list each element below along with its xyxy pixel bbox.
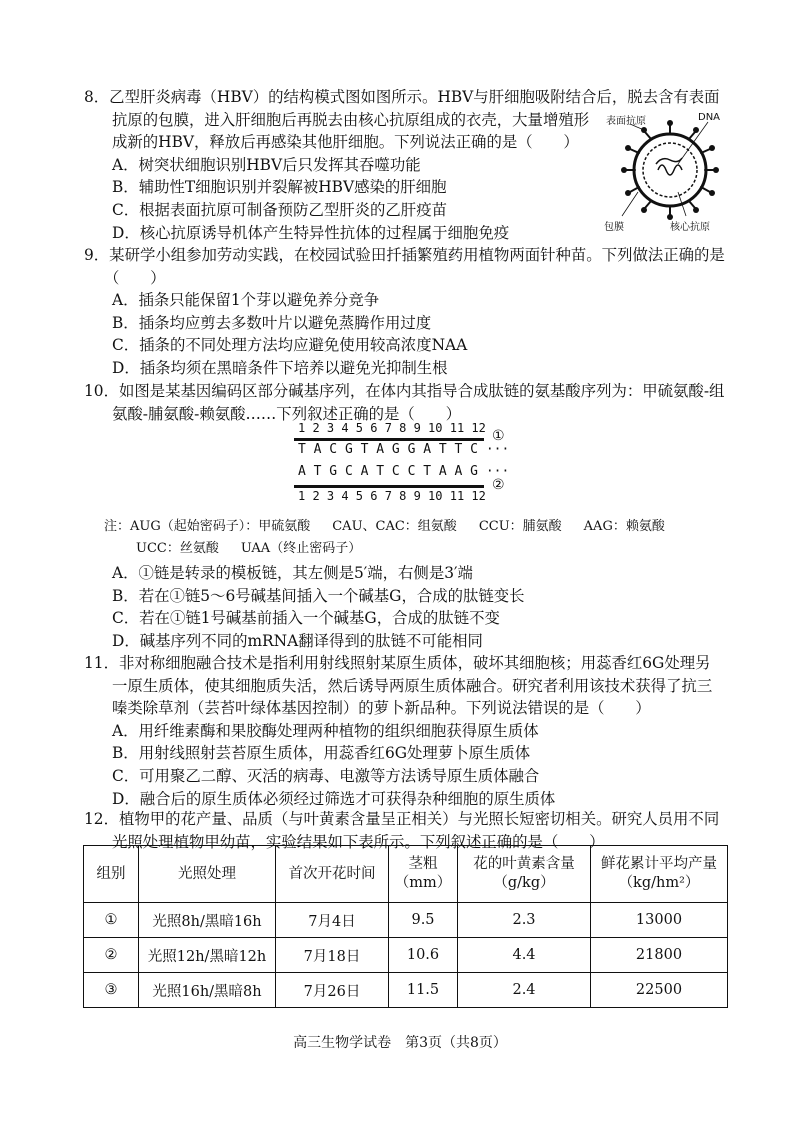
- question-10: [84, 380, 724, 425]
- label-core-antigen: 核心抗原: [670, 222, 710, 233]
- header-stem-diameter: 茎粗 （mm）: [389, 846, 458, 903]
- q10-option-a: A．①链是转录的模板链，其左侧是5′端，右侧是3′端: [112, 564, 473, 582]
- q10-stem-line-2: 氨酸-脯氨酸-赖氨酸……下列叙述正确的是（ ）: [112, 404, 461, 423]
- header-light-treatment: 光照处理: [139, 846, 276, 903]
- q10-option-b: B．若在①链5～6号碱基间插入一个碱基G，合成的肽链变长: [112, 586, 525, 605]
- q8-stem-line-3: 成新的HBV，释放后再感染其他肝细胞。下列说法正确的是（ ）: [112, 133, 579, 152]
- codon-aug: 注：AUG（起始密码子）：甲硫氨酸: [104, 519, 311, 534]
- codon-lys: AAG：赖氨酸: [583, 519, 665, 534]
- header-group: 组别: [84, 846, 139, 903]
- label-dna: DNA: [698, 112, 721, 123]
- q8-option-b: B．辅助性T细胞识别并裂解被HBV感染的肝细胞: [112, 178, 447, 197]
- q9-option-b: B．插条均应剪去多数叶片以避免蒸腾作用过度: [112, 313, 432, 332]
- cell-light: 光照8h/黑暗16h: [139, 903, 276, 938]
- table-header-row: [84, 846, 728, 903]
- results-table: [83, 845, 728, 1008]
- question-11: [84, 652, 724, 810]
- strand-2-numbers: 1 2 3 4 5 6 7 8 9 10 11 12: [298, 489, 486, 503]
- q12-stem-line-2: 光照处理植物甲幼苗，实验结果如下表所示。下列叙述正确的是（ ）: [112, 832, 605, 851]
- cell-stem: 9.5: [389, 903, 458, 938]
- question-10-options: [84, 562, 724, 652]
- cell-flowering: 7月18日: [276, 938, 389, 973]
- page-footer: 高三生物学试卷 第3页（共8页）: [293, 1035, 507, 1051]
- label-envelope: 包膜: [604, 222, 624, 233]
- cell-yield: 21800: [591, 938, 728, 973]
- cell-lutein: 2.4: [458, 973, 591, 1008]
- codon-note: [104, 516, 724, 560]
- header-lutein-content: 花的叶黄素含量 （g/kg）: [458, 846, 591, 903]
- q11-stem-line-3: 嗪类除草剂（芸苔叶绿体基因控制）的萝卜新品种。下列说法错误的是（ ）: [112, 699, 651, 718]
- cell-group: ①: [84, 903, 139, 938]
- cell-lutein: 2.3: [458, 903, 591, 938]
- dna-strand-figure: [294, 421, 544, 503]
- question-9: [84, 244, 724, 380]
- q9-option-c: C．插条的不同处理方法均应避免使用较高浓度NAA: [112, 336, 468, 355]
- table-row: [84, 973, 728, 1008]
- q8-option-c: C．根据表面抗原可制备预防乙型肝炎的乙肝疫苗: [112, 200, 447, 219]
- hbv-virus-diagram: [600, 108, 740, 233]
- strand-1-label: ①: [492, 428, 505, 444]
- cell-flowering: 7月26日: [276, 973, 389, 1008]
- q11-option-d: D．融合后的原生质体必须经过筛选才可获得杂种细胞的原生质体: [112, 789, 556, 808]
- table-row: [84, 938, 728, 973]
- header-flower-yield: 鲜花累计平均产量 （kg/hm²）: [591, 846, 728, 903]
- q8-option-d: D．核心抗原诱导机体产生特异性抗体的过程属于细胞免疫: [112, 223, 510, 242]
- cell-flowering: 7月4日: [276, 903, 389, 938]
- q8-option-a: A．树突状细胞识别HBV后只发挥其吞噬功能: [112, 155, 421, 174]
- cell-light: 光照16h/黑暗8h: [139, 973, 276, 1008]
- codon-pro: CCU：脯氨酸: [478, 519, 562, 534]
- q12-stem-line-1: 12．植物甲的花产量、品质（与叶黄素含量呈正相关）与光照长短密切相关。研究人员用不同: [84, 810, 720, 828]
- q8-stem-line-2: 抗原的包膜，进入肝细胞后再脱去由核心抗原组成的衣壳，大量增殖形: [112, 110, 590, 129]
- q10-option-c: C．若在①链1号碱基前插入一个碱基G，合成的肽链不变: [112, 609, 500, 628]
- strand-1-numbers: 1 2 3 4 5 6 7 8 9 10 11 12: [298, 421, 486, 435]
- strand-1-sequence: T A C G T A G G A T T C ···: [298, 442, 510, 457]
- cell-light: 光照12h/黑暗12h: [139, 938, 276, 973]
- cell-stem: 10.6: [389, 938, 458, 973]
- table-row: [84, 903, 728, 938]
- codon-note-line-1: [104, 516, 724, 538]
- q11-option-c: C．可用聚乙二醇、灭活的病毒、电激等方法诱导原生质体融合: [112, 766, 540, 785]
- cell-lutein: 4.4: [458, 938, 591, 973]
- q11-stem-line-2: 一原生质体，使其细胞质失活，然后诱导两原生质体融合。研究者利用该技术获得了抗三: [112, 676, 713, 695]
- cell-yield: 22500: [591, 973, 728, 1008]
- q9-stem-line-1: 9．某研学小组参加劳动实践，在校园试验田扦插繁殖药用植物两面针种苗。下列做法正确的是: [84, 246, 725, 264]
- q11-option-b: B．用射线照射芸苔原生质体，用蕊香红6G处理萝卜原生质体: [112, 744, 531, 763]
- cell-group: ②: [84, 938, 139, 973]
- cell-yield: 13000: [591, 903, 728, 938]
- strand-2-line: [294, 485, 484, 488]
- q10-option-d: D．碱基序列不同的mRNA翻译得到的肽链不可能相同: [112, 631, 483, 650]
- q9-option-a: A．插条只能保留1个芽以避免养分竞争: [112, 291, 380, 310]
- q9-option-d: D．插条均须在黑暗条件下培养以避免光抑制生根: [112, 358, 448, 377]
- q11-stem-line-1: 11．非对称细胞融合技术是指利用射线照射某原生质体，破坏其细胞核；用蕊香红6G处理另: [84, 654, 711, 672]
- strand-2-label: ②: [492, 477, 505, 493]
- hbv-structure-figure: [600, 108, 740, 233]
- cell-group: ③: [84, 973, 139, 1008]
- cell-stem: 11.5: [389, 973, 458, 1008]
- label-surface-antigen: 表面抗原: [606, 116, 646, 127]
- strand-2-sequence: A T G C A T C C T A A G ···: [298, 464, 510, 479]
- codon-note-line-2: [104, 538, 724, 560]
- q8-stem-line-1: 8．乙型肝炎病毒（HBV）的结构模式图如图所示。HBV与肝细胞吸附结合后，脱去含有表面: [84, 88, 720, 106]
- header-first-flowering: 首次开花时间: [276, 846, 389, 903]
- strand-1-line: [294, 438, 484, 441]
- q10-stem-line-1: 10．如图是某基因编码区部分碱基序列，在体内其指导合成肽链的氨基酸序列为：甲硫氨酸-组: [84, 382, 725, 400]
- codon-his: CAU、CAC：组氨酸: [332, 519, 457, 534]
- q11-option-a: A．用纤维素酶和果胶酶处理两种植物的组织细胞获得原生质体: [112, 721, 539, 740]
- codon-stop: UAA（终止密码子）: [240, 541, 362, 556]
- q9-stem-line-2: （ ）: [104, 268, 166, 287]
- codon-ser: UCC：丝氨酸: [136, 541, 219, 556]
